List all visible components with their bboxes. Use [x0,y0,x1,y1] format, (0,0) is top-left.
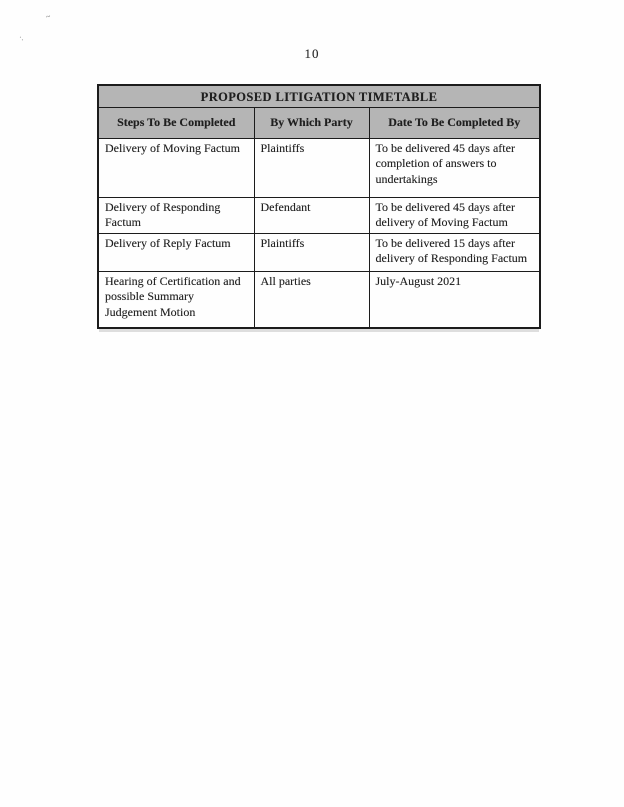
table-header-row [98,108,540,139]
table-row [98,234,540,272]
cell-step: Delivery of Reply Factum [98,234,254,272]
column-header-date: Date To Be Completed By [369,108,540,139]
table-row [98,139,540,198]
cell-date: To be delivered 15 days after delivery of Responding Factum [369,234,540,272]
cell-date: To be delivered 45 days after delivery of Moving Factum [369,198,540,234]
cell-date: To be delivered 45 days after completion of answers to undertakings [369,139,540,198]
cell-date: July-August 2021 [369,272,540,329]
table-row [98,198,540,234]
scan-artifact: ~ [45,11,52,22]
column-header-steps: Steps To Be Completed [98,108,254,139]
table-row [98,272,540,329]
cell-step: Delivery of Responding Factum [98,198,254,234]
cell-step: Hearing of Certification and possible Summary Judgement Motion [98,272,254,329]
cell-party: Plaintiffs [254,139,369,198]
cell-party: Defendant [254,198,369,234]
page-number: 10 [304,46,320,61]
column-header-party: By Which Party [254,108,369,139]
cell-party: Plaintiffs [254,234,369,272]
litigation-timetable-table [97,84,541,329]
cell-step: Delivery of Moving Factum [98,139,254,198]
cell-party: All parties [254,272,369,329]
scan-artifact: ·. [18,32,25,43]
table-title-row [98,85,540,108]
table-title: PROPOSED LITIGATION TIMETABLE [98,85,540,108]
